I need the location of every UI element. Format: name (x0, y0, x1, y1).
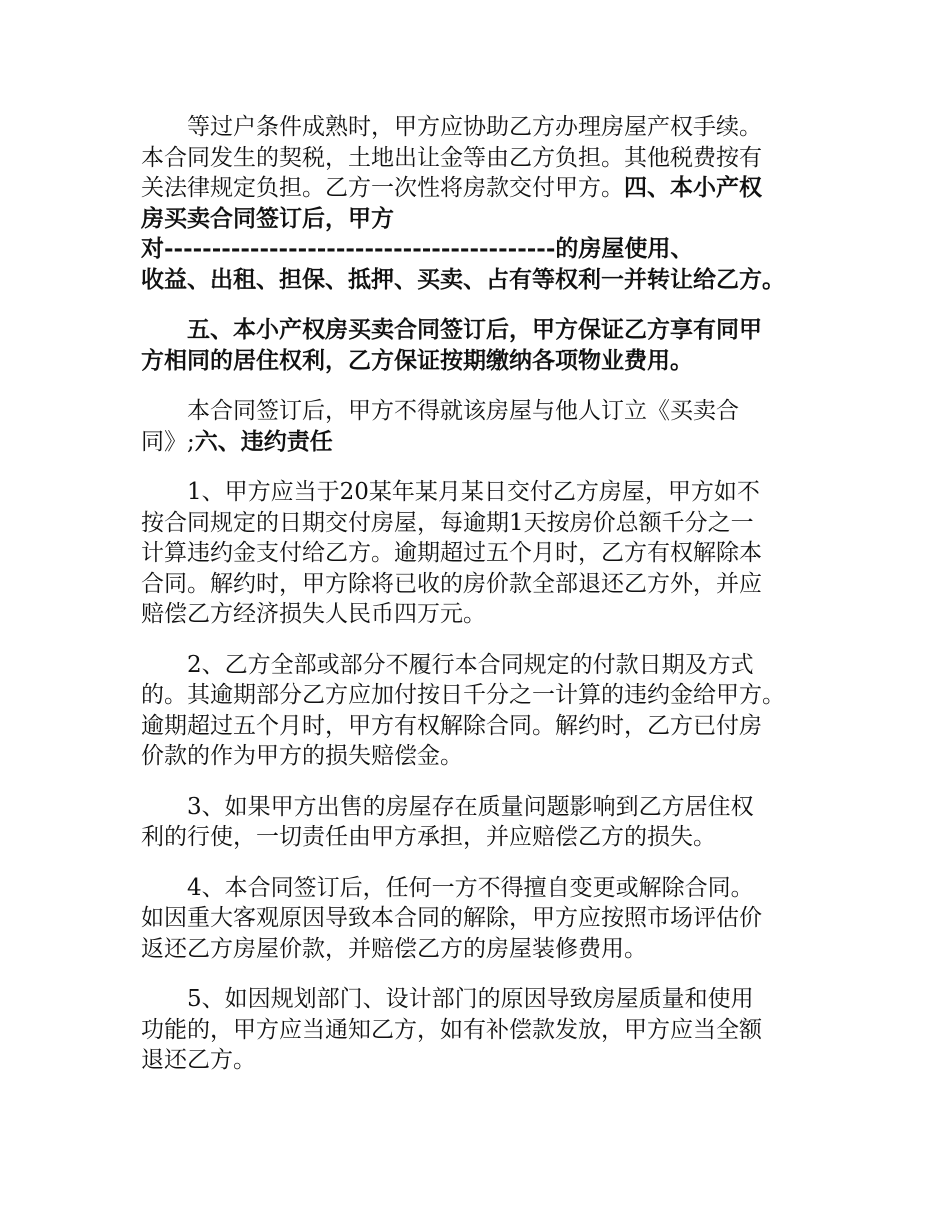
text-span: 同》; (141, 428, 195, 455)
clause-four-heading: 四、本小产权 (624, 174, 762, 201)
text-line: 计算违约金支付给乙方。逾期超过五个月时，乙方有权解除本 (141, 540, 762, 566)
text-line: 返还乙方房屋价款，并赔偿乙方的房屋装修费用。 (141, 935, 647, 962)
document-body (141, 112, 831, 1076)
text-line: 3、如果甲方出售的房屋存在质量问题影响到乙方居住权 (187, 793, 754, 820)
text-line: 5、如因规划部门、设计部门的原因导致房屋质量和使用 (187, 986, 754, 1012)
text-line: 本合同签订后，甲方不得就该房屋与他人订立《买卖合 (187, 398, 739, 424)
text-line: 房买卖合同签订后，甲方 (141, 204, 394, 232)
paragraph-liability-2 (141, 650, 831, 772)
text-line: 价款的作为甲方的损失赔偿金。 (141, 743, 463, 769)
text-line: 按合同规定的日期交付房屋，每逾期1天按房价总额千分之一 (141, 509, 754, 536)
paragraph-transfer-rights (141, 112, 831, 295)
text-line: 利的行使，一切责任由甲方承担，并应赔偿乙方的损失。 (141, 824, 716, 850)
text-line: 的。其逾期部分乙方应加付按日千分之一计算的违约金给甲方。 (141, 682, 785, 708)
text-line: 本合同发生的契税，土地出让金等由乙方负担。其他税费按有 (141, 144, 762, 171)
clause-six-heading: 六、违约责任 (194, 427, 333, 455)
paragraph-no-resale (141, 396, 831, 457)
text-line: 2、乙方全部或部分不履行本合同规定的付款日期及方式 (187, 651, 754, 678)
paragraph-clause-five (141, 315, 831, 376)
text-span: 关法律规定负担。乙方一次性将房款交付甲方。 (141, 175, 624, 201)
paragraph-liability-5 (141, 984, 831, 1076)
text-line: 赔偿乙方经济损失人民币四万元。 (141, 601, 486, 627)
text-line: 如因重大客观原因导致本合同的解除，甲方应按照市场评估价 (141, 905, 762, 931)
text-line: 4、本合同签订后，任何一方不得擅自变更或解除合同。 (187, 874, 754, 901)
text-line: 收益、出租、担保、抵押、买卖、占有等权利一并转让给乙方。 (141, 265, 785, 293)
text-line (141, 173, 831, 204)
text-line: 合同。解约时，甲方除将已收的房价款全部退还乙方外，并应 (141, 570, 762, 597)
text-line: 等过户条件成熟时，甲方应协助乙方办理房屋产权手续。 (187, 114, 762, 140)
text-line: 1、甲方应当于20某年某月某日交付乙方房屋，甲方如不 (187, 479, 760, 505)
paragraph-liability-3 (141, 792, 831, 853)
paragraph-liability-4 (141, 873, 831, 965)
text-line: 对-----------------------------------------的房屋使用、 (141, 235, 694, 262)
text-line: 五、本小产权房买卖合同签订后，甲方保证乙方享有同甲 (187, 316, 762, 343)
text-line: 退还乙方。 (141, 1047, 256, 1073)
text-line (141, 427, 831, 458)
text-line: 方相同的居住权利，乙方保证按期缴纳各项物业费用。 (141, 346, 693, 374)
text-line: 功能的，甲方应当通知乙方，如有补偿款发放，甲方应当全额 (141, 1016, 762, 1043)
text-line: 逾期超过五个月时，甲方有权解除合同。解约时，乙方已付房 (141, 712, 762, 739)
paragraph-liability-1 (141, 477, 831, 630)
